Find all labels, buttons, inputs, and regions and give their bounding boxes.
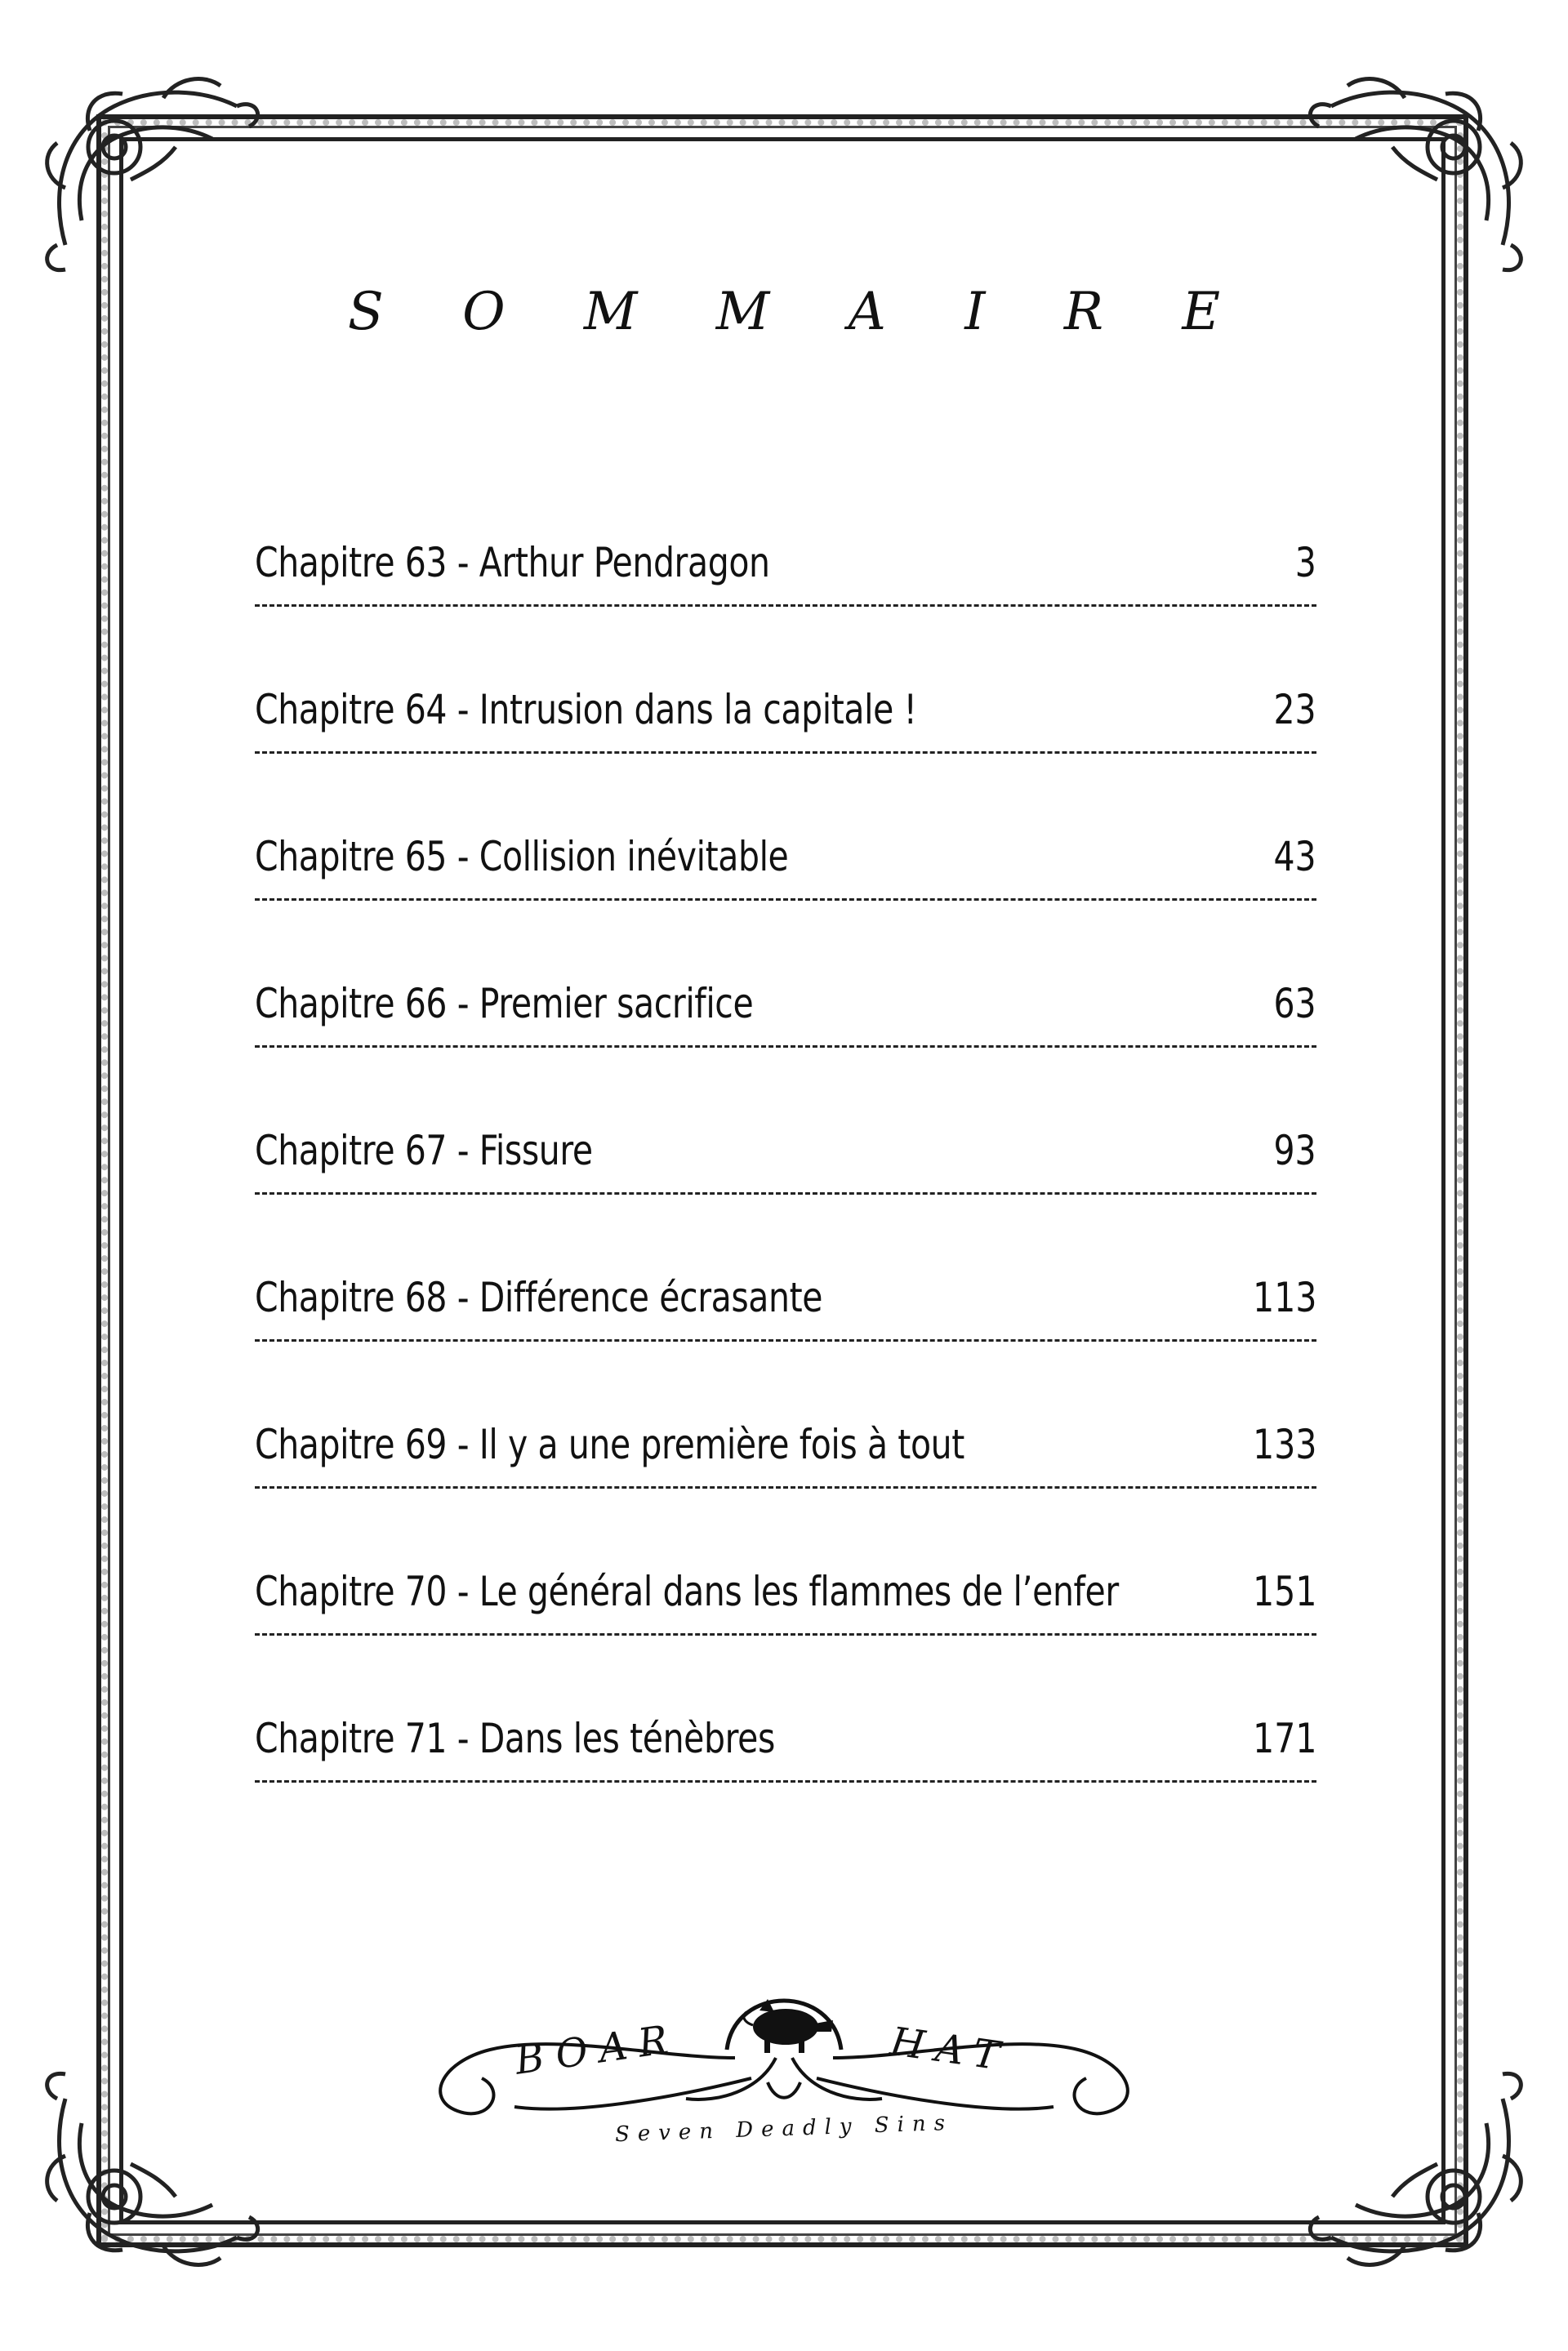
toc-row	[255, 670, 1316, 817]
toc-chapter-label: Chapitre 69 - Il y a une première fois à tout	[255, 1421, 964, 1468]
toc-chapter-label: Chapitre 70 - Le général dans les flammes de l’enfer	[255, 1568, 1119, 1615]
dashed-leader-line	[255, 1633, 1316, 1636]
toc-chapter-label: Chapitre 65 - Collision inévitable	[255, 833, 789, 880]
toc-chapter-label: Chapitre 63 - Arthur Pendragon	[255, 539, 770, 586]
toc-page-number: 171	[1252, 1715, 1316, 1762]
table-of-contents	[255, 523, 1316, 1846]
toc-page-number: 23	[1273, 686, 1316, 733]
toc-row	[255, 1258, 1316, 1405]
corner-ornament-icon	[33, 57, 278, 302]
toc-row	[255, 817, 1316, 964]
corner-ornament-icon	[33, 2042, 278, 2286]
toc-page-number: 113	[1252, 1274, 1316, 1321]
toc-page-number: 3	[1294, 539, 1316, 586]
dashed-leader-line	[255, 1192, 1316, 1195]
toc-row	[255, 1111, 1316, 1258]
toc-page-number: 93	[1273, 1127, 1316, 1174]
toc-chapter-label: Chapitre 71 - Dans les ténèbres	[255, 1715, 775, 1762]
logo-left-text: BOAR	[512, 2015, 683, 2084]
dashed-leader-line	[255, 898, 1316, 901]
toc-chapter-label: Chapitre 67 - Fissure	[255, 1127, 593, 1174]
toc-row	[255, 1552, 1316, 1699]
toc-chapter-label: Chapitre 66 - Premier sacrifice	[255, 980, 754, 1027]
toc-row	[255, 1405, 1316, 1552]
dashed-leader-line	[255, 604, 1316, 607]
corner-ornament-icon	[1290, 2042, 1535, 2286]
dashed-leader-line	[255, 1045, 1316, 1048]
dashed-leader-line	[255, 1339, 1316, 1342]
toc-row	[255, 1699, 1316, 1846]
dashed-leader-line	[255, 1780, 1316, 1783]
page-title: S O M M A I R E	[347, 282, 1252, 342]
dashed-leader-line	[255, 1486, 1316, 1489]
toc-page-number: 133	[1252, 1421, 1316, 1468]
toc-page-number: 151	[1252, 1568, 1316, 1615]
toc-row	[255, 964, 1316, 1111]
boar-hat-logo	[392, 1935, 1176, 2180]
toc-chapter-label: Chapitre 68 - Différence écrasante	[255, 1274, 823, 1321]
dashed-leader-line	[255, 751, 1316, 754]
logo-subtitle: Seven Deadly Sins	[614, 2110, 954, 2148]
logo-right-text: HAT	[887, 2018, 1014, 2082]
corner-ornament-icon	[1290, 57, 1535, 302]
toc-row	[255, 523, 1316, 670]
pig-icon	[735, 1993, 841, 2058]
toc-page-number: 63	[1273, 980, 1316, 1027]
toc-page-number: 43	[1273, 833, 1316, 880]
toc-chapter-label: Chapitre 64 - Intrusion dans la capitale !	[255, 686, 917, 733]
